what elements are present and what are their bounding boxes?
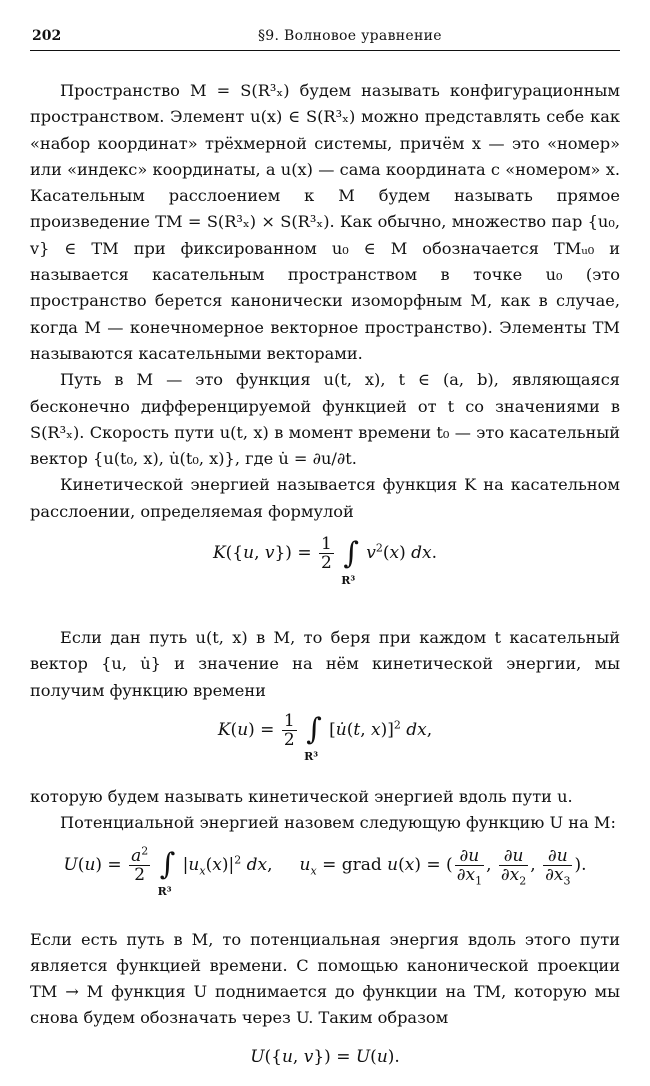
paragraph-configuration-space: Пространство M = S(R³ₓ) будем называть конфигурационным пространством. Элемент u(x) ∈ S(R³ₓ) можно представлять себе как «набор координат» трёхмерной системы, причём x — это «номер» или «индекс» координаты, а u(x) — сама координата с «номером» x. Касательным расслоением к M будем называть прямое произведение TM = S(R³ₓ) × S(R³ₓ). Как обычно, множество пар {u₀, v} ∈ TM при фиксированном u₀ ∈ M обозначается TMᵤ₀ и называется касательным пространством в точке u₀ (это пространство берется канонически изоморфным M, как в случае, когда M — конечномерное векторное пространство). Элементы TM называются касательными векторами. xyxy=(30,81,620,363)
paragraph-potential-energy: Потенциальной энергией назовем следующую функцию U на M: xyxy=(60,813,616,833)
page-number: 202 xyxy=(32,28,62,44)
running-header xyxy=(30,24,620,51)
paragraph-path-kinetic: Если дан путь u(t, x) в M, то беря при каждом t касательный вектор {u, u̇} и значение на нём кинетической энергии, мы получим функцию времени xyxy=(30,628,620,700)
section-title: §9. Волновое уравнение xyxy=(258,28,442,44)
paragraph-path-definition: Путь в M — это функция u(t, x), t ∈ (a, b), являющаяся бесконечно дифференцируемой функцией от t со значениями в S(R³ₓ). Скорость пути u(t, x) в момент времени t₀ — это касательный вектор {u(t₀, x), u̇(t₀, x)}, где u̇ = ∂u/∂t. xyxy=(30,370,620,469)
paragraph-potential-path: Если есть путь в M, то потенциальная энергия вдоль этого пути является функцией времени. С помощью канонической проекции TM → M функция U поднимается до функции на TM, которую мы снова будем обозначать через U. Таким образом xyxy=(30,929,620,1028)
paragraph-kinetic-name: которую будем называть кинетической энергией вдоль пути u. xyxy=(30,786,573,806)
body-text xyxy=(30,78,620,1086)
paragraph-kinetic-energy: Кинетической энергией называется функция K на касательном расслоении, определяемая формулой xyxy=(30,475,620,521)
equation-kinetic-energy: K({u, v}) = $\frac{1}{2}$ ∫ R³ $v^2(x)$ dx. xyxy=(212,534,438,587)
equation-potential-energy: U(u) = $\frac{a^2}{2}$ ∫ R³ $|u_x(x)|^2$ dx, $u_x$ = grad u(x) = ( $\frac{\partial u}{\partial x_1}$ , $\frac{\partial u}{\partial x_2}$ , $\frac{\partial u}{\partial x_3}$ ). xyxy=(63,843,587,899)
equation-potential-lift: U({u, v}) = U(u). xyxy=(250,1046,400,1067)
equation-kinetic-along-path: K(u) = $\frac{1}{2}$ ∫ R³ [u̇(t, x)]$^2$ dx, xyxy=(217,710,433,764)
